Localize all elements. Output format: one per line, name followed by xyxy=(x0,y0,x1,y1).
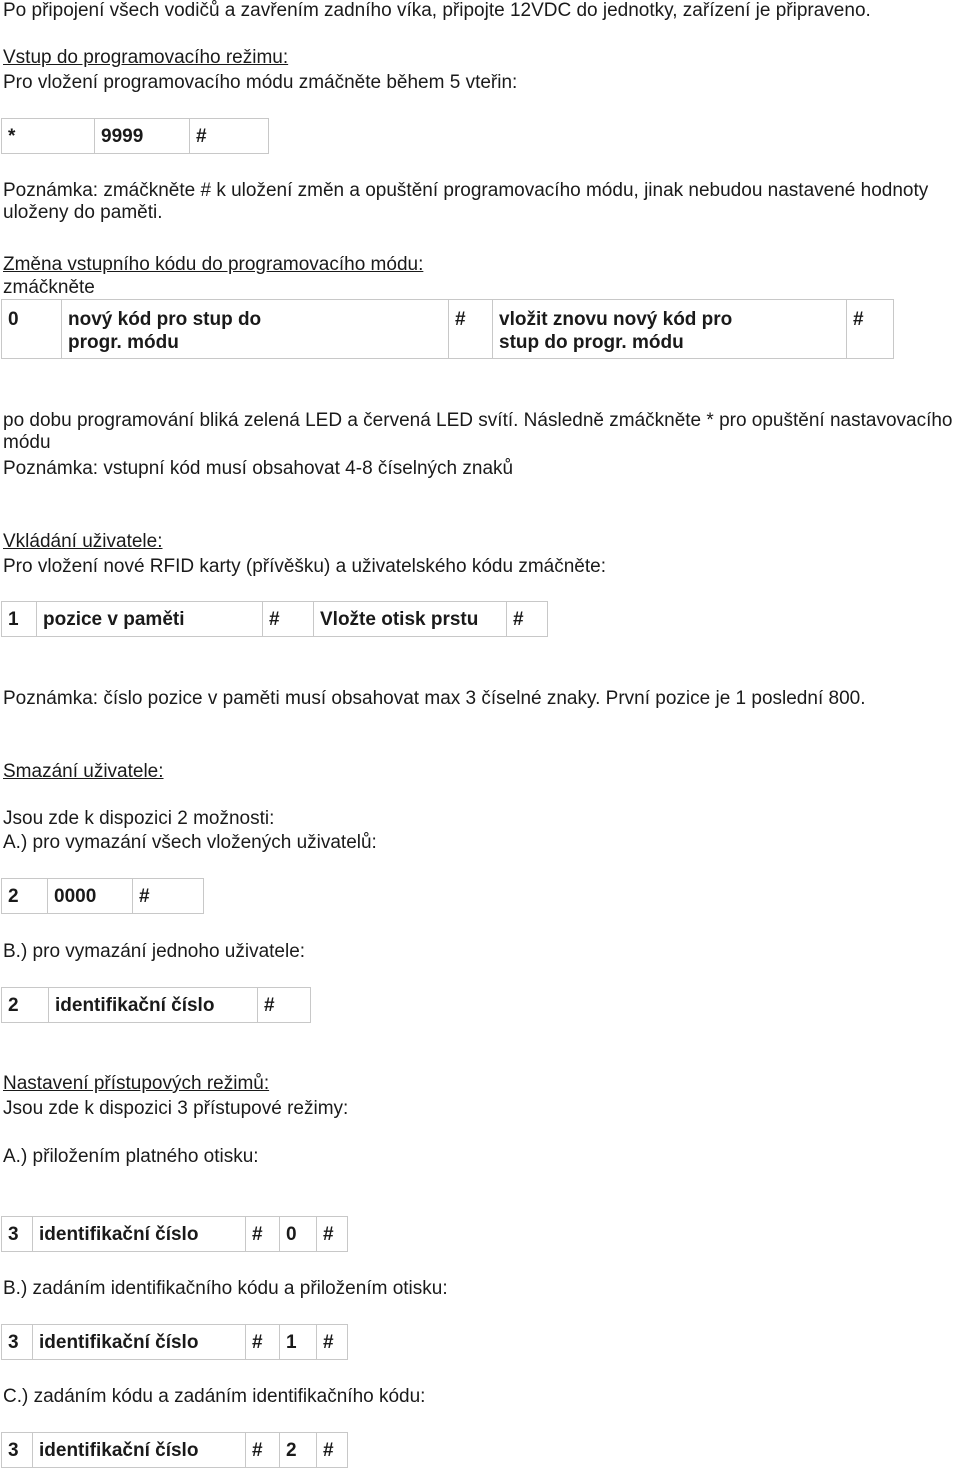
key-cell: # xyxy=(246,1433,280,1468)
key-cell: # xyxy=(190,119,269,154)
key-cell: identifikační číslo xyxy=(49,988,258,1023)
key-cell: 0000 xyxy=(48,879,133,914)
prog-mode-key-table xyxy=(1,118,269,154)
add-user-note: Poznámka: číslo pozice v paměti musí obsahovat max 3 číselné znaky. První pozice je 1 poslední 800. xyxy=(3,688,866,709)
key-cell: 3 xyxy=(2,1433,33,1468)
key-cell: # xyxy=(317,1433,348,1468)
key-cell: 2 xyxy=(280,1433,317,1468)
key-cell xyxy=(493,300,847,359)
access-option-a: A.) přiložením platného otisku: xyxy=(3,1146,259,1167)
key-cell: # xyxy=(449,300,493,359)
key-cell: * xyxy=(2,119,95,154)
prog-mode-instruction: Pro vložení programovacího módu zmáčněte během 5 vteřin: xyxy=(3,72,518,93)
key-cell: # xyxy=(133,879,204,914)
key-cell: 0 xyxy=(280,1217,317,1252)
intro-text: Po připojení všech vodičů a zavřením zadního víka, připojte 12VDC do jednotky, zařízení je připraveno. xyxy=(3,0,871,21)
change-code-instruction: zmáčkněte xyxy=(3,277,95,298)
key-cell: 1 xyxy=(2,602,37,637)
key-cell: identifikační číslo xyxy=(33,1433,246,1468)
key-cell: # xyxy=(317,1325,348,1360)
access-c-key-table xyxy=(1,1432,348,1468)
key-cell: 1 xyxy=(280,1325,317,1360)
key-cell: 3 xyxy=(2,1217,33,1252)
key-cell-text: vložit znovu nový kód pro stup do progr. módu xyxy=(499,309,733,353)
delete-option-a: A.) pro vymazání všech vložených uživatelů: xyxy=(3,832,377,853)
key-cell: pozice v paměti xyxy=(37,602,263,637)
key-cell: # xyxy=(258,988,311,1023)
access-option-b: B.) zadáním identifikačního kódu a přiložením otisku: xyxy=(3,1278,448,1299)
change-code-heading: Změna vstupního kódu do programovacího módu: xyxy=(3,254,424,275)
key-cell: 2 xyxy=(2,988,49,1023)
key-cell: # xyxy=(317,1217,348,1252)
delete-all-key-table xyxy=(1,878,204,914)
delete-user-heading: Smazání uživatele: xyxy=(3,761,164,782)
key-cell: 0 xyxy=(2,300,62,359)
key-cell: # xyxy=(507,602,548,637)
add-user-heading: Vkládání uživatele: xyxy=(3,531,163,552)
key-cell: # xyxy=(263,602,314,637)
key-cell: 9999 xyxy=(95,119,190,154)
change-code-note: Poznámka: vstupní kód musí obsahovat 4-8 číselných znaků xyxy=(3,458,514,479)
access-a-key-table xyxy=(1,1216,348,1252)
key-cell: # xyxy=(847,300,894,359)
key-cell: 3 xyxy=(2,1325,33,1360)
key-cell: identifikační číslo xyxy=(33,1325,246,1360)
delete-option-b: B.) pro vymazání jednoho uživatele: xyxy=(3,941,306,962)
key-cell-text: nový kód pro stup do progr. módu xyxy=(68,309,262,353)
change-code-led-text: po dobu programování bliká zelená LED a červená LED svítí. Následně zmáčkněte * pro opuštění nastavovacího módu xyxy=(3,410,953,453)
access-modes-heading: Nastavení přístupových režimů: xyxy=(3,1073,270,1094)
access-modes-intro: Jsou zde k dispozici 3 přístupové režimy: xyxy=(3,1098,349,1119)
access-b-key-table xyxy=(1,1324,348,1360)
key-cell xyxy=(62,300,449,359)
key-cell: Vložte otisk prstu xyxy=(314,602,507,637)
add-user-instruction: Pro vložení nové RFID karty (přívěšku) a uživatelského kódu zmáčněte: xyxy=(3,556,606,577)
prog-mode-heading: Vstup do programovacího režimu: xyxy=(3,47,289,68)
delete-one-key-table xyxy=(1,987,311,1023)
key-cell: 2 xyxy=(2,879,48,914)
delete-user-intro: Jsou zde k dispozici 2 možnosti: xyxy=(3,808,275,829)
access-option-c: C.) zadáním kódu a zadáním identifikačního kódu: xyxy=(3,1386,426,1407)
key-cell: identifikační číslo xyxy=(33,1217,246,1252)
add-user-key-table xyxy=(1,601,548,637)
prog-mode-note: Poznámka: zmáčkněte # k uložení změn a opuštění programovacího módu, jinak nebudou nastavené hodnoty uloženy do paměti. xyxy=(3,180,929,223)
change-code-key-table xyxy=(1,299,894,359)
key-cell: # xyxy=(246,1325,280,1360)
key-cell: # xyxy=(246,1217,280,1252)
